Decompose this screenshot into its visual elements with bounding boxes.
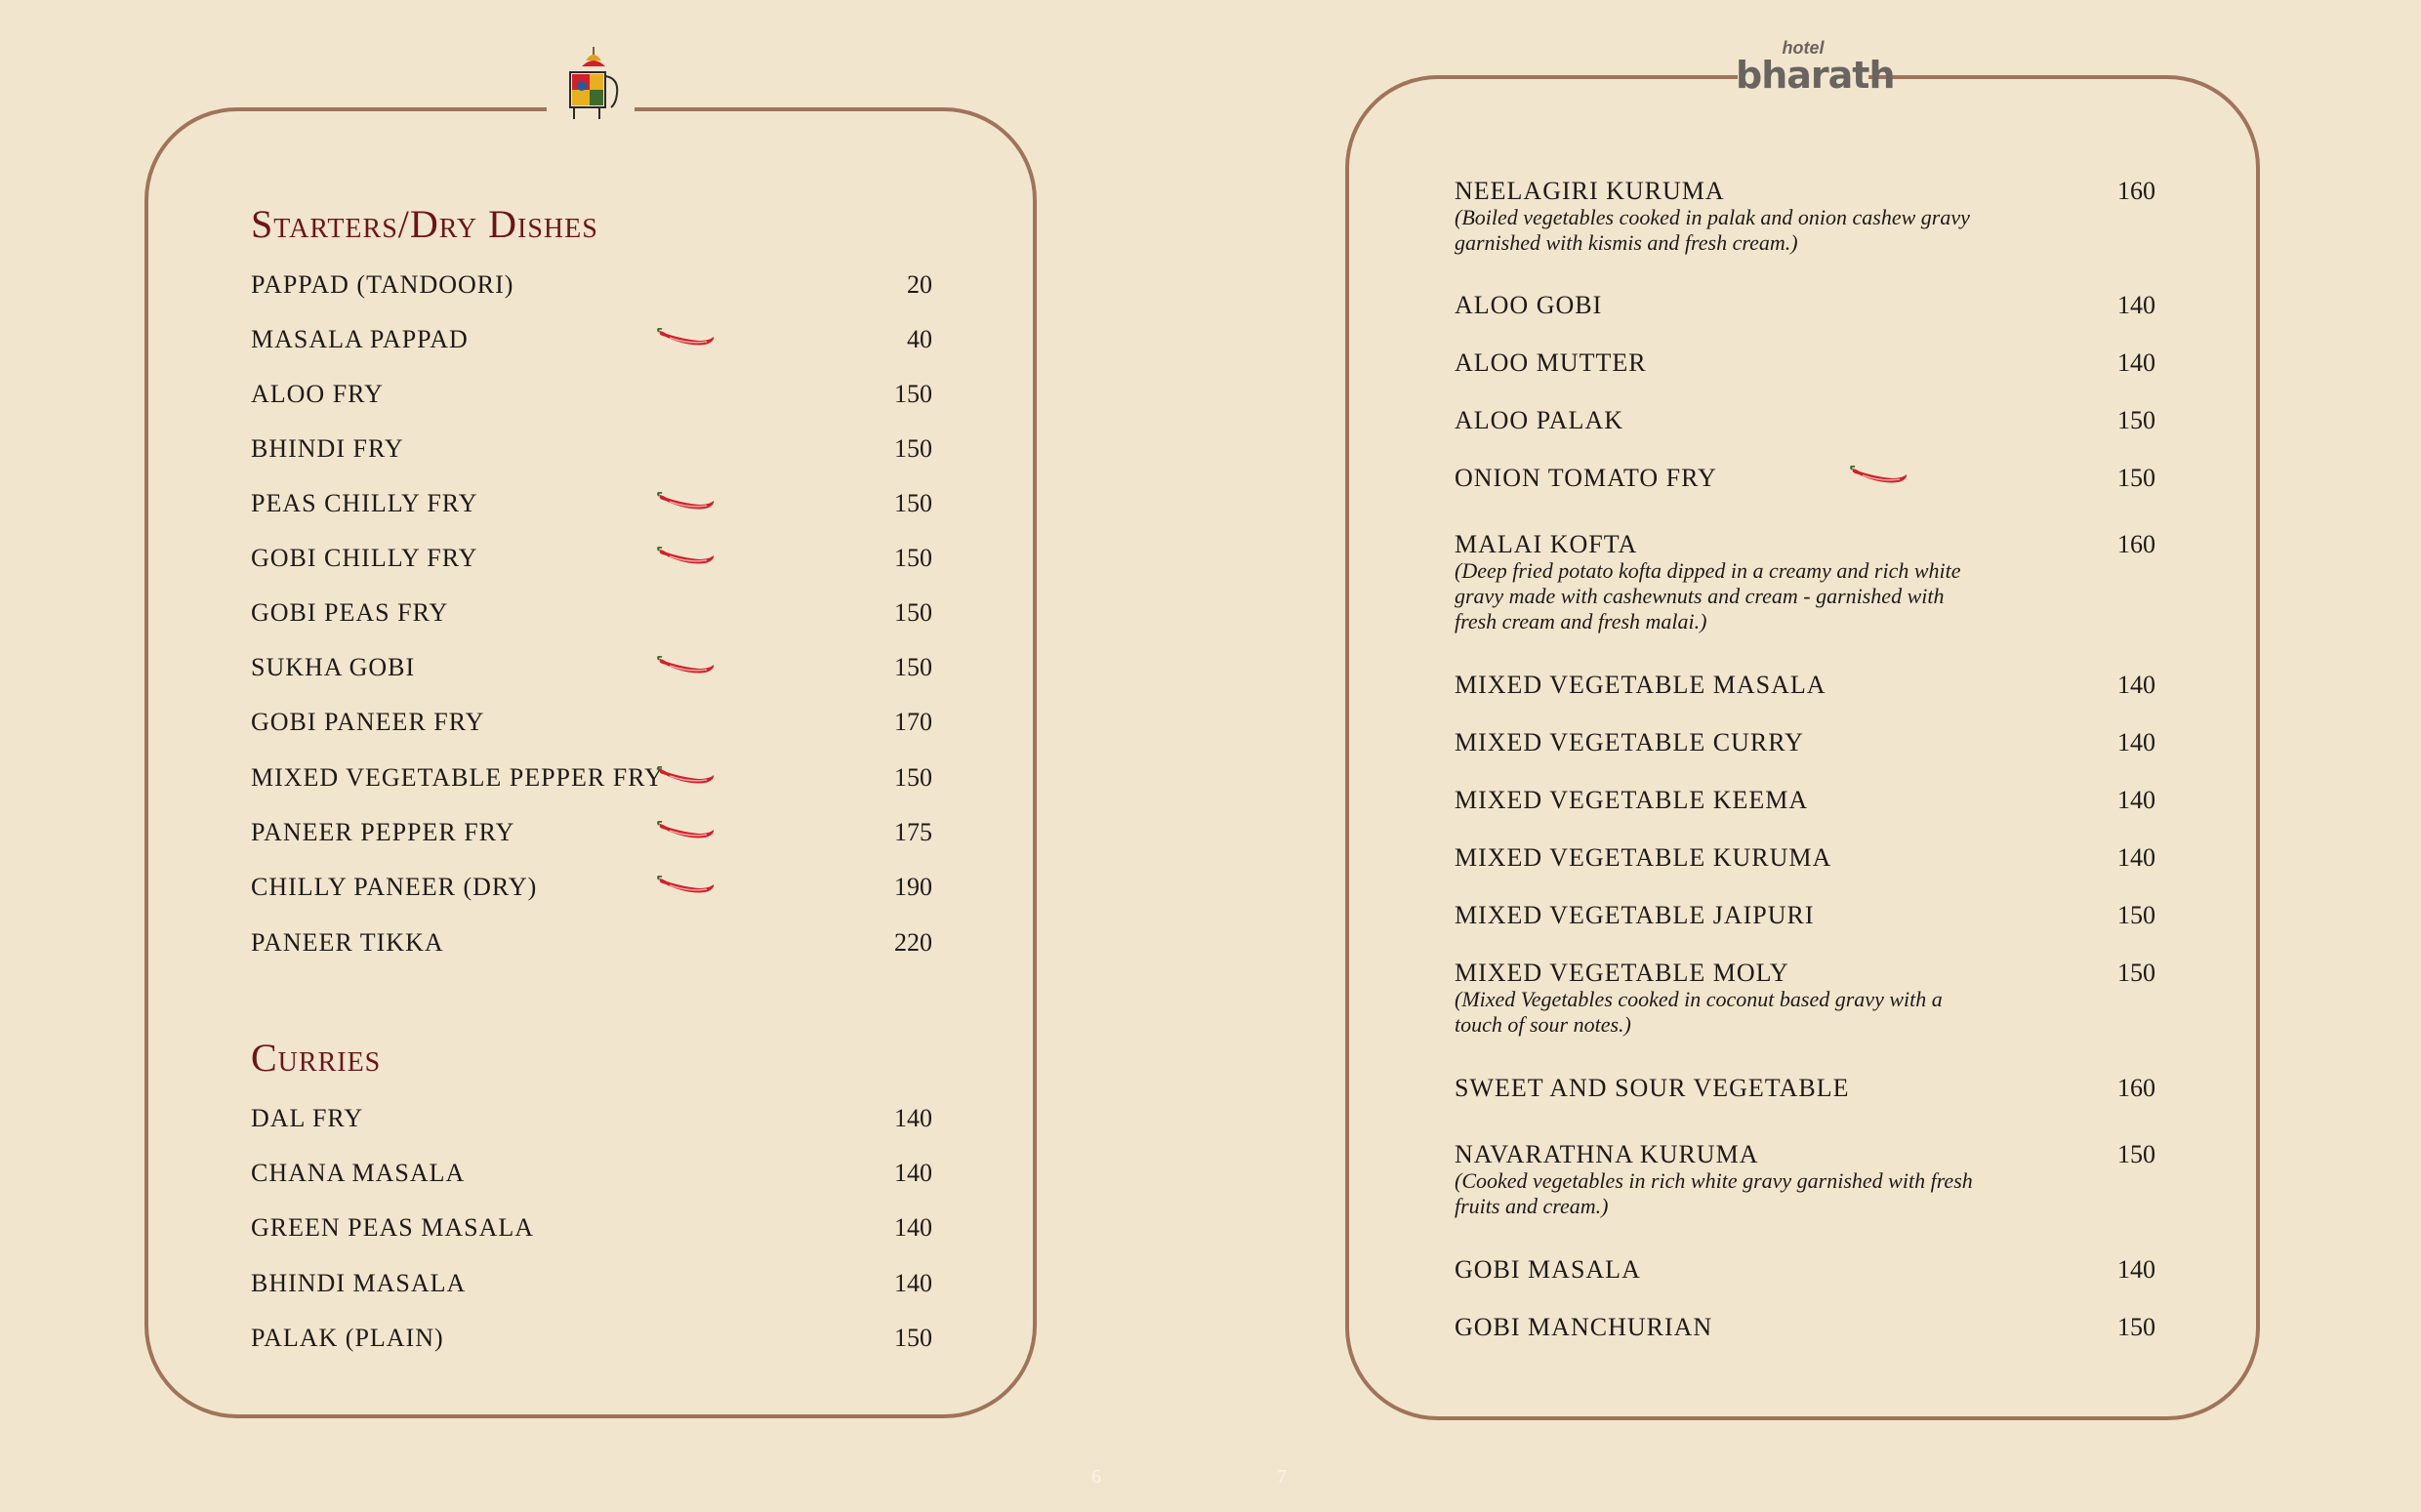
item-price: 140 <box>894 1269 932 1297</box>
menu-item <box>251 758 932 797</box>
section-title-starters: Starters/Dry Dishes <box>251 202 598 246</box>
item-name: GOBI PEAS FRY <box>251 598 449 627</box>
item-price: 140 <box>2117 843 2155 872</box>
brand-logo <box>1736 38 1895 102</box>
item-price: 220 <box>894 928 932 957</box>
item-price: 150 <box>894 380 932 408</box>
item-name: MALAI KOFTA <box>1455 530 1638 558</box>
item-name: PEAS CHILLY FRY <box>251 489 478 517</box>
item-price: 150 <box>894 598 932 627</box>
section-title-curries: Curries <box>251 1036 382 1080</box>
item-name: PALAK (PLAIN) <box>251 1324 444 1352</box>
item-name: MIXED VEGETABLE KEEMA <box>1455 786 1809 814</box>
item-name: GOBI PANEER FRY <box>251 708 485 736</box>
item-price: 150 <box>2117 406 2155 434</box>
chili-icon <box>656 821 717 846</box>
item-price: 40 <box>907 325 932 353</box>
item-name: GREEN PEAS MASALA <box>251 1213 535 1242</box>
menu-item <box>251 266 932 305</box>
item-name: GOBI CHILLY FRY <box>251 544 478 572</box>
item-price: 150 <box>894 1324 932 1352</box>
item-price: 150 <box>894 489 932 517</box>
item-price: 150 <box>2117 959 2155 987</box>
item-price: 150 <box>894 653 932 681</box>
item-price: 150 <box>894 434 932 463</box>
menu-item <box>251 429 932 469</box>
item-name: PAPPAD (TANDOORI) <box>251 270 514 299</box>
item-name: MIXED VEGETABLE PEPPER FRY <box>251 763 664 792</box>
menu-item <box>251 375 932 414</box>
menu-item <box>251 593 932 633</box>
item-name: NAVARATHNA KURUMA <box>1455 1140 1759 1168</box>
brand-small: hotel <box>1782 38 1825 58</box>
item-name: ONION TOMATO FRY <box>1455 464 1717 492</box>
item-description: (Mixed Vegetables cooked in coconut based gravy with a touch of sour notes.) <box>1455 987 1943 1037</box>
item-price: 140 <box>2117 671 2155 699</box>
item-name: MIXED VEGETABLE CURRY <box>1455 728 1804 756</box>
item-name: BHINDI FRY <box>251 434 404 463</box>
item-description: (Cooked vegetables in rich white gravy garnished with fresh fruits and cream.) <box>1455 1168 1973 1218</box>
item-name: ALOO PALAK <box>1455 406 1623 434</box>
item-price: 150 <box>2117 1140 2155 1168</box>
chili-icon <box>1849 466 1909 491</box>
item-name: ALOO GOBI <box>1455 291 1603 319</box>
elephant-logo-icon <box>556 43 625 141</box>
item-price: 140 <box>2117 728 2155 756</box>
menu-item <box>251 539 932 578</box>
item-name: CHANA MASALA <box>251 1159 466 1187</box>
chili-icon <box>656 328 717 353</box>
item-name: CHILLY PANEER (DRY) <box>251 873 538 901</box>
item-price: 140 <box>2117 1255 2155 1284</box>
item-price: 140 <box>894 1213 932 1242</box>
item-name: GOBI MASALA <box>1455 1255 1641 1284</box>
item-name: ALOO FRY <box>251 380 384 408</box>
item-name: MIXED VEGETABLE MASALA <box>1455 671 1826 699</box>
chili-icon <box>656 547 717 572</box>
chili-icon <box>656 876 717 901</box>
item-name: MIXED VEGETABLE KURUMA <box>1455 843 1832 872</box>
item-name: MIXED VEGETABLE MOLY <box>1455 959 1789 987</box>
item-price: 175 <box>894 818 932 846</box>
page-number-right: 7 <box>1277 1466 1287 1488</box>
menu-item <box>251 703 932 742</box>
item-price: 160 <box>2117 1074 2155 1102</box>
menu-item <box>251 648 932 687</box>
item-name: NEELAGIRI KURUMA <box>1455 177 1725 205</box>
item-name: BHINDI MASALA <box>251 1269 467 1297</box>
item-price: 140 <box>2117 786 2155 814</box>
item-description: (Deep fried potato kofta dipped in a creamy and rich white gravy made with cashewnuts and cream - garnished with fresh cream and fresh malai.) <box>1455 558 1961 633</box>
item-price: 150 <box>894 763 932 792</box>
item-name: GOBI MANCHURIAN <box>1455 1313 1713 1341</box>
item-description: (Boiled vegetables cooked in palak and onion cashew gravy garnished with kismis and fresh cream.) <box>1455 205 1970 255</box>
item-name: MASALA PAPPAD <box>251 325 469 353</box>
item-name: SUKHA GOBI <box>251 653 416 681</box>
item-price: 150 <box>2117 464 2155 492</box>
item-name: ALOO MUTTER <box>1455 348 1647 377</box>
item-price: 150 <box>2117 901 2155 929</box>
page-number-left: 6 <box>1091 1466 1101 1488</box>
menu-item <box>251 1264 932 1303</box>
item-price: 150 <box>894 544 932 572</box>
chili-icon <box>656 656 717 681</box>
menu-item <box>251 484 932 523</box>
menu-item <box>251 1154 932 1193</box>
menu-item <box>251 923 932 962</box>
menu-item <box>251 1319 932 1358</box>
item-name: DAL FRY <box>251 1104 364 1132</box>
menu-item <box>251 1208 932 1247</box>
item-price: 160 <box>2117 530 2155 558</box>
item-price: 150 <box>2117 1313 2155 1341</box>
item-price: 170 <box>894 708 932 736</box>
item-price: 160 <box>2117 177 2155 205</box>
menu-item <box>251 1099 932 1138</box>
item-price: 140 <box>2117 291 2155 319</box>
item-price: 140 <box>894 1159 932 1187</box>
item-name: PANEER PEPPER FRY <box>251 818 515 846</box>
item-price: 20 <box>907 270 932 299</box>
item-price: 140 <box>894 1104 932 1132</box>
item-price: 140 <box>2117 348 2155 377</box>
item-name: PANEER TIKKA <box>251 928 444 957</box>
chili-icon <box>656 766 717 792</box>
menu-item <box>251 813 932 852</box>
brand-name: bharath <box>1736 54 1895 97</box>
menu-item <box>251 320 932 359</box>
chili-icon <box>656 492 717 517</box>
menu-item <box>251 868 932 907</box>
item-name: MIXED VEGETABLE JAIPURI <box>1455 901 1815 929</box>
item-name: SWEET AND SOUR VEGETABLE <box>1455 1074 1850 1102</box>
item-price: 190 <box>894 873 932 901</box>
